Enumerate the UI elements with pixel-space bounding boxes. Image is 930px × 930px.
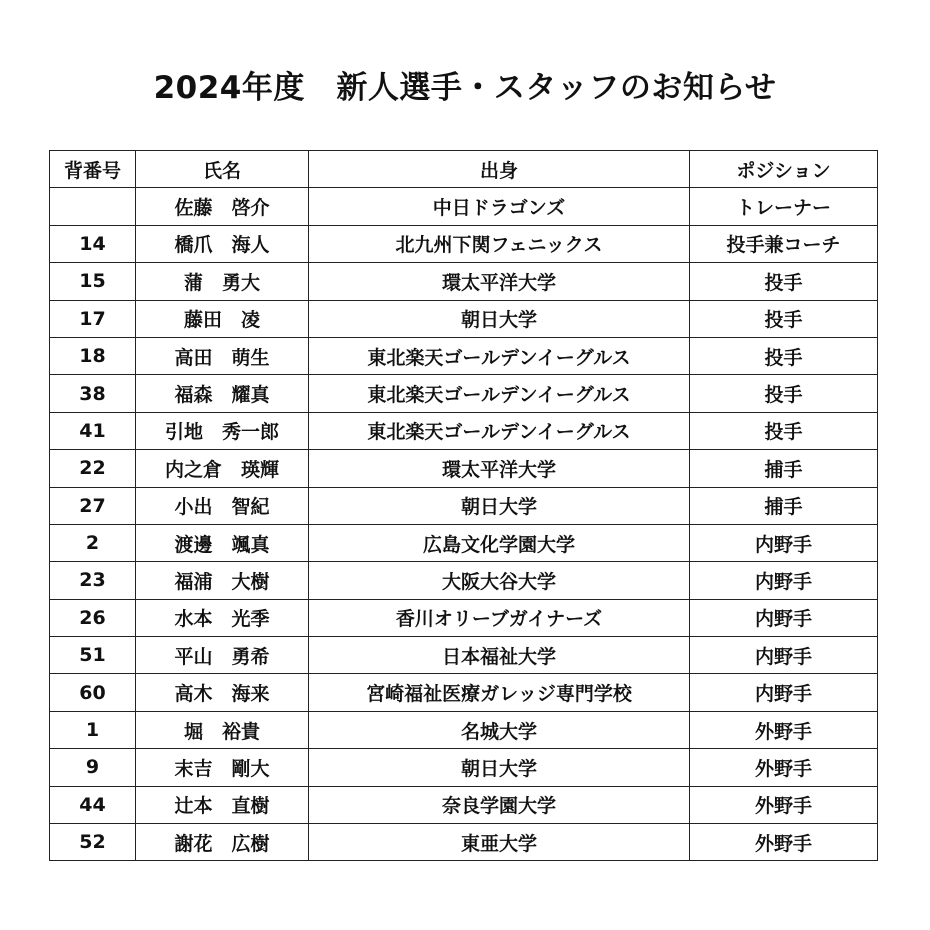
cell-origin: 東北楽天ゴールデンイーグルス — [309, 412, 690, 449]
cell-origin: 広島文化学園大学 — [309, 524, 690, 561]
cell-position: 投手 — [690, 375, 878, 412]
cell-origin: 東亜大学 — [309, 824, 690, 861]
cell-name: 水本 光季 — [136, 599, 309, 636]
cell-position: 投手兼コーチ — [690, 225, 878, 262]
cell-position: 内野手 — [690, 599, 878, 636]
cell-name: 平山 勇希 — [136, 637, 309, 674]
cell-position: 外野手 — [690, 824, 878, 861]
cell-number — [50, 188, 136, 225]
cell-position: 投手 — [690, 263, 878, 300]
table-header-row — [50, 151, 878, 188]
cell-name: 謝花 広樹 — [136, 824, 309, 861]
cell-origin: 東北楽天ゴールデンイーグルス — [309, 375, 690, 412]
cell-name: 高木 海来 — [136, 674, 309, 711]
table-row — [50, 188, 878, 225]
cell-position: 外野手 — [690, 786, 878, 823]
cell-name: 佐藤 啓介 — [136, 188, 309, 225]
roster-table — [49, 150, 878, 861]
cell-number: 2 — [50, 524, 136, 561]
table-row — [50, 786, 878, 823]
cell-origin: 中日ドラゴンズ — [309, 188, 690, 225]
cell-number: 27 — [50, 487, 136, 524]
cell-name: 蒲 勇大 — [136, 263, 309, 300]
cell-name: 末吉 剛大 — [136, 749, 309, 786]
table-row — [50, 562, 878, 599]
table-row — [50, 263, 878, 300]
cell-name: 福浦 大樹 — [136, 562, 309, 599]
cell-origin: 北九州下関フェニックス — [309, 225, 690, 262]
cell-position: 捕手 — [690, 487, 878, 524]
cell-origin: 朝日大学 — [309, 300, 690, 337]
cell-origin: 奈良学園大学 — [309, 786, 690, 823]
cell-name: 渡邊 颯真 — [136, 524, 309, 561]
cell-number: 18 — [50, 337, 136, 374]
table-row — [50, 225, 878, 262]
table-row — [50, 300, 878, 337]
cell-origin: 大阪大谷大学 — [309, 562, 690, 599]
cell-position: 投手 — [690, 337, 878, 374]
header-origin: 出身 — [309, 151, 690, 188]
cell-origin: 日本福祉大学 — [309, 637, 690, 674]
table-row — [50, 824, 878, 861]
table-row — [50, 674, 878, 711]
table-row — [50, 524, 878, 561]
cell-number: 1 — [50, 711, 136, 748]
table-row — [50, 711, 878, 748]
cell-origin: 宮崎福祉医療ガレッジ専門学校 — [309, 674, 690, 711]
cell-number: 60 — [50, 674, 136, 711]
cell-origin: 環太平洋大学 — [309, 450, 690, 487]
cell-name: 内之倉 瑛輝 — [136, 450, 309, 487]
cell-number: 23 — [50, 562, 136, 599]
cell-origin: 香川オリーブガイナーズ — [309, 599, 690, 636]
table-row — [50, 487, 878, 524]
cell-origin: 朝日大学 — [309, 487, 690, 524]
cell-name: 堀 裕貴 — [136, 711, 309, 748]
cell-origin: 朝日大学 — [309, 749, 690, 786]
cell-number: 15 — [50, 263, 136, 300]
cell-number: 17 — [50, 300, 136, 337]
cell-name: 引地 秀一郎 — [136, 412, 309, 449]
cell-number: 22 — [50, 450, 136, 487]
cell-name: 辻本 直樹 — [136, 786, 309, 823]
cell-position: 捕手 — [690, 450, 878, 487]
header-position: ポジション — [690, 151, 878, 188]
cell-number: 41 — [50, 412, 136, 449]
cell-origin: 名城大学 — [309, 711, 690, 748]
cell-number: 44 — [50, 786, 136, 823]
cell-name: 橋爪 海人 — [136, 225, 309, 262]
roster-body — [50, 188, 878, 861]
cell-name: 福森 耀真 — [136, 375, 309, 412]
cell-position: 外野手 — [690, 749, 878, 786]
table-row — [50, 337, 878, 374]
cell-number: 51 — [50, 637, 136, 674]
cell-position: 外野手 — [690, 711, 878, 748]
cell-origin: 環太平洋大学 — [309, 263, 690, 300]
cell-name: 小出 智紀 — [136, 487, 309, 524]
cell-position: 内野手 — [690, 674, 878, 711]
table-row — [50, 599, 878, 636]
page-title: 2024年度 新人選手・スタッフのお知らせ — [153, 70, 777, 106]
cell-position: 内野手 — [690, 524, 878, 561]
cell-number: 9 — [50, 749, 136, 786]
cell-position: 内野手 — [690, 562, 878, 599]
table-row — [50, 637, 878, 674]
cell-position: 投手 — [690, 412, 878, 449]
cell-name: 高田 萌生 — [136, 337, 309, 374]
cell-name: 藤田 凌 — [136, 300, 309, 337]
table-row — [50, 375, 878, 412]
cell-position: 投手 — [690, 300, 878, 337]
cell-number: 52 — [50, 824, 136, 861]
cell-number: 38 — [50, 375, 136, 412]
cell-number: 26 — [50, 599, 136, 636]
header-name: 氏名 — [136, 151, 309, 188]
header-number: 背番号 — [50, 151, 136, 188]
cell-origin: 東北楽天ゴールデンイーグルス — [309, 337, 690, 374]
table-row — [50, 749, 878, 786]
table-row — [50, 412, 878, 449]
cell-position: 内野手 — [690, 637, 878, 674]
cell-position: トレーナー — [690, 188, 878, 225]
table-row — [50, 450, 878, 487]
cell-number: 14 — [50, 225, 136, 262]
